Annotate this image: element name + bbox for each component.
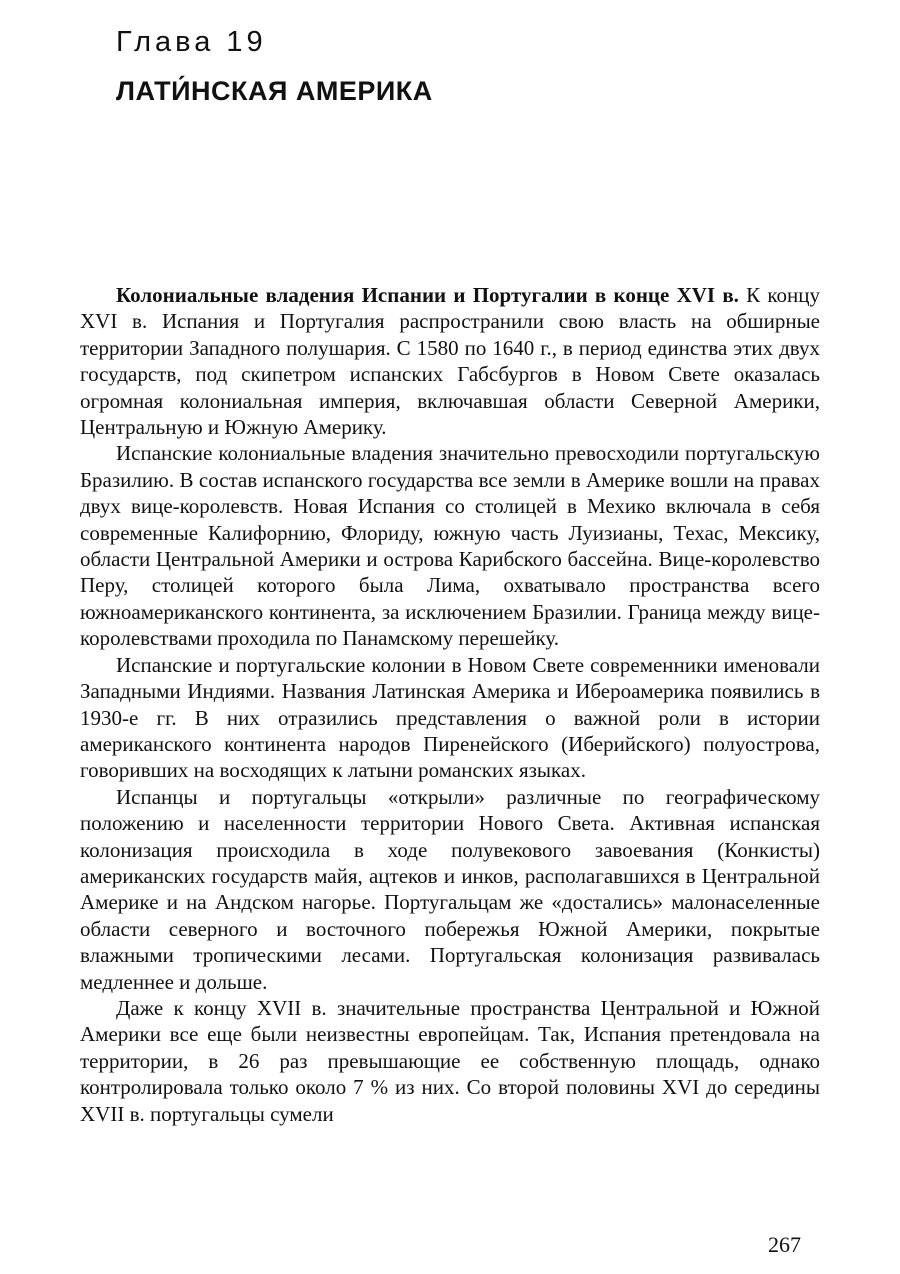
paragraph-1: К концу XVI в. Испания и Португалия распространили свою власть на обширные территории Западного полушария. С 1580 по 1640 г., в период единства этих двух государств, под скипетром испанских Габсбургов в Новом Свете оказалась огромная колониальная империя, включавшая области Северной Америки, Центральную и Южную Америку.: [80, 283, 820, 440]
section-heading: Колониальные владения Испании и Португалии в конце XVI в.: [116, 283, 739, 307]
paragraph-4: Испанцы и португальцы «открыли» различные по географическому положению и населенности территории Нового Света. Активная испанская колонизация происходила в ходе полувекового завоевания (Конкисты) американских государств майя, ацтеков и инков, располагавшихся в Центральной Америке и на Андском нагорье. Португальцам же «достались» малонаселенные области северного и восточного побережья Южной Америки, покрытые влажными тропическими лесами. Португальская колонизация развивалась медленнее и дольше.: [80, 784, 820, 994]
body-text: [80, 282, 820, 1127]
chapter-title: ЛАТИ́НСКАЯ АМЕРИКА: [116, 76, 433, 106]
paragraph-3: Испанские и португальские колонии в Новом Свете современники именовали Западными Индиями. Названия Латинская Америка и Ибероамерика появились в 1930-е гг. В них отразились представления о важной роли в истории американского континента народов Пиренейского (Иберийского) полуострова, говоривших на восходящих к латыни романских языках.: [80, 652, 820, 783]
paragraph-2: Испанские колониальные владения значительно превосходили португальскую Бразилию. В состав испанского государства все земли в Америке вошли на правах двух вице-королевств. Новая Испания со столицей в Мехико включала в себя современные Калифорнию, Флориду, южную часть Луизианы, Техас, Мексику, области Центральной Америки и острова Карибского бассейна. Вице-королевство Перу, столицей которого была Лима, охватывало пространства всего южноамериканского континента, за исключением Бразилии. Граница между вице-королевствами проходила по Панамскому перешейку.: [80, 441, 820, 651]
section-heading-paragraph: [80, 282, 820, 440]
page-number: 267: [768, 1232, 801, 1257]
paragraph-5: Даже к концу XVII в. значительные пространства Центральной и Южной Америки все еще были неизвестны европейцам. Так, Испания претендовала на территории, в 26 раз превышающие ее собственную площадь, однако контролировала только около 7 % из них. Со второй половины XVI до середины XVII в. португальцы сумели: [80, 995, 820, 1126]
chapter-label: Глава 19: [116, 26, 267, 58]
